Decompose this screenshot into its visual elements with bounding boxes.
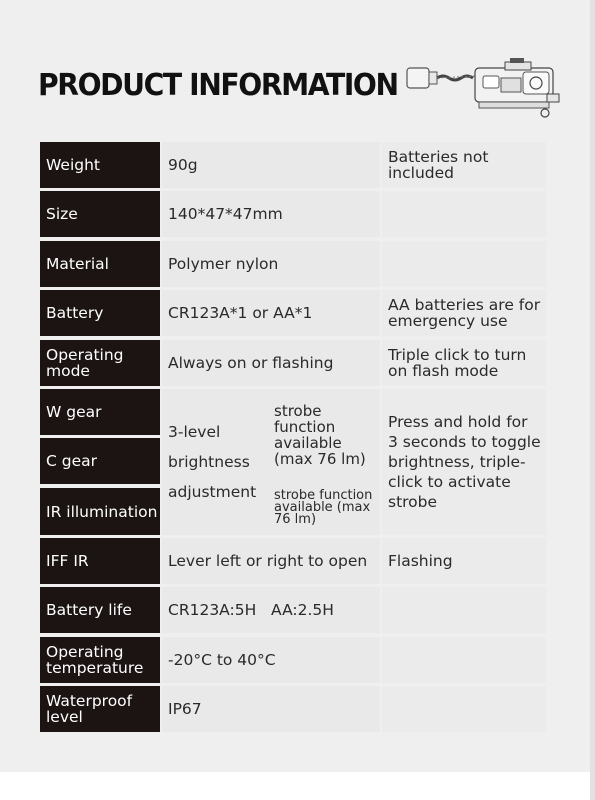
row-value-waterproof-level: IP67 [162,686,380,732]
row-value-battery-life: CR123A:5H AA:2.5H [162,587,380,633]
row-note-iff-ir: Flashing [382,538,546,584]
row-label-ir-illumination: IR illumination [40,488,160,535]
row-value-size: 140*47*47mm [162,191,380,237]
gear-ir-strobe: strobe function available (max 76 lm) [268,481,380,535]
row-note-operating-temperature [382,637,546,683]
row-label-battery: Battery [40,290,160,336]
row-label-size: Size [40,191,160,237]
page-edge [590,0,595,800]
row-value-battery: CR123A*1 or AA*1 [162,290,380,336]
row-label-iff-ir: IFF IR [40,538,160,584]
row-label-c-gear: C gear [40,438,160,484]
row-value-weight: 90g [162,142,380,188]
row-value-operating-temperature: -20°C to 40°C [162,637,380,683]
row-note-battery-life [382,587,546,633]
row-note-size [382,191,546,237]
row-note-operating-mode: Triple click to turn on flash mode [382,340,546,386]
row-label-material: Material [40,241,160,287]
product-image [405,58,565,120]
gear-w-strobe: strobe function available (max 76 lm) [268,389,380,481]
row-value-operating-mode: Always on or flashing [162,340,380,386]
row-note-battery: AA batteries are for emergency use [382,290,546,336]
row-note-waterproof-level [382,686,546,732]
row-value-iff-ir: Lever left or right to open [162,538,380,584]
page-title: PRODUCT INFORMATION [38,68,398,103]
row-label-operating-temperature: Operating temperature [40,637,160,683]
row-label-w-gear: W gear [40,389,160,435]
row-label-waterproof-level: Waterproof level [40,686,160,732]
gear-brightness-value: 3-level brightness adjustment [162,389,268,535]
row-note-material [382,241,546,287]
row-label-operating-mode: Operating mode [40,340,160,386]
row-value-material: Polymer nylon [162,241,380,287]
row-label-weight: Weight [40,142,160,188]
gear-note: Press and hold for 3 seconds to toggle brightness, triple-click to activate strobe [382,389,546,535]
row-note-weight: Batteries not included [382,142,546,188]
row-label-battery-life: Battery life [40,587,160,633]
